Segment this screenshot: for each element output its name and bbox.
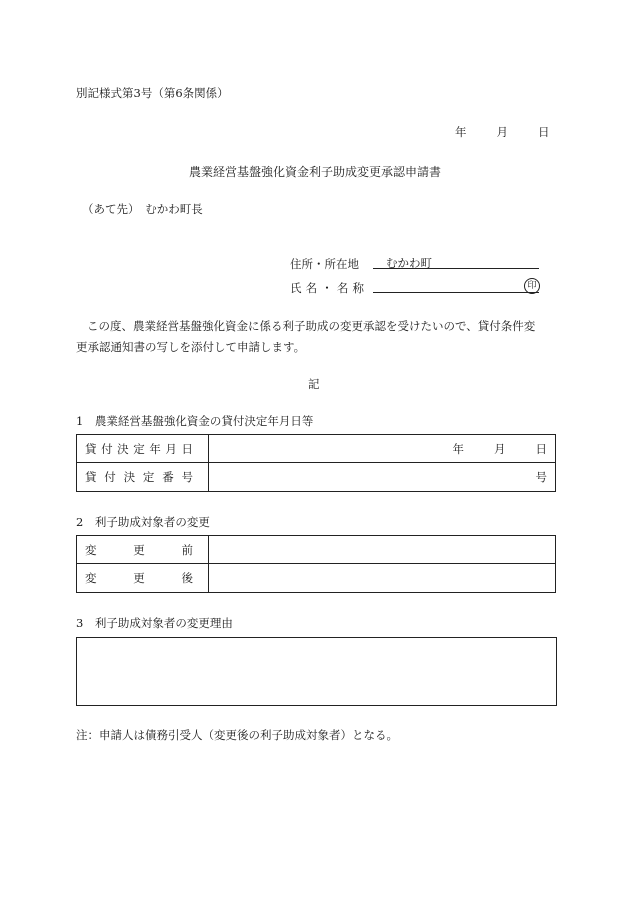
loan-date-field[interactable]: 年 月 日 <box>209 435 556 463</box>
date-day-label: 日 <box>538 125 550 139</box>
table-row <box>77 435 556 463</box>
document-title: 農業経営基盤強化資金利子助成変更承認申請書 <box>188 165 441 179</box>
form-code: 別記様式第3号（第6条関係） <box>76 86 229 100</box>
loan-info-table <box>76 434 556 492</box>
address-label: 住所・所在地 <box>290 257 359 271</box>
loan-number-label: 貸 付 決 定 番 号 <box>77 463 209 492</box>
table-row <box>77 536 556 564</box>
section-2-heading: 2 利子助成対象者の変更 <box>76 515 210 529</box>
body-text-line-1: この度、農業経営基盤強化資金に係る利子助成の変更承認を受けたいので、貸付条件変 <box>87 319 536 333</box>
after-change-label: 変 更 後 <box>77 564 209 593</box>
name-underline <box>373 292 539 293</box>
section-1-heading: 1 農業経営基盤強化資金の貸付決定年月日等 <box>76 414 314 428</box>
change-reason-field[interactable] <box>76 637 557 706</box>
address-value: むかわ町 <box>386 256 432 270</box>
note: 注：申請人は債務引受人（変更後の利子助成対象者）となる。 <box>76 728 398 742</box>
after-change-field[interactable] <box>209 564 556 593</box>
loan-number-field[interactable]: 号 <box>209 463 556 492</box>
before-change-field[interactable] <box>209 536 556 564</box>
body-text-line-2: 更承認通知書の写しを添付して申請します。 <box>76 340 306 354</box>
date-month-label: 月 <box>496 125 508 139</box>
recipient-change-table <box>76 535 556 593</box>
address-underline <box>373 268 539 269</box>
seal-mark: 印 <box>524 278 540 294</box>
name-label: 氏 名 ・ 名 称 <box>290 281 364 295</box>
loan-date-label: 貸 付 決 定 年 月 日 <box>77 435 209 463</box>
table-row <box>77 564 556 593</box>
ki-label: 記 <box>308 377 320 391</box>
table-row <box>77 463 556 492</box>
date-line <box>455 124 550 140</box>
before-change-label: 変 更 前 <box>77 536 209 564</box>
section-3-heading: 3 利子助成対象者の変更理由 <box>76 616 233 630</box>
addressee: （あて先） むかわ町長 <box>82 202 203 216</box>
date-year-label: 年 <box>455 125 467 139</box>
